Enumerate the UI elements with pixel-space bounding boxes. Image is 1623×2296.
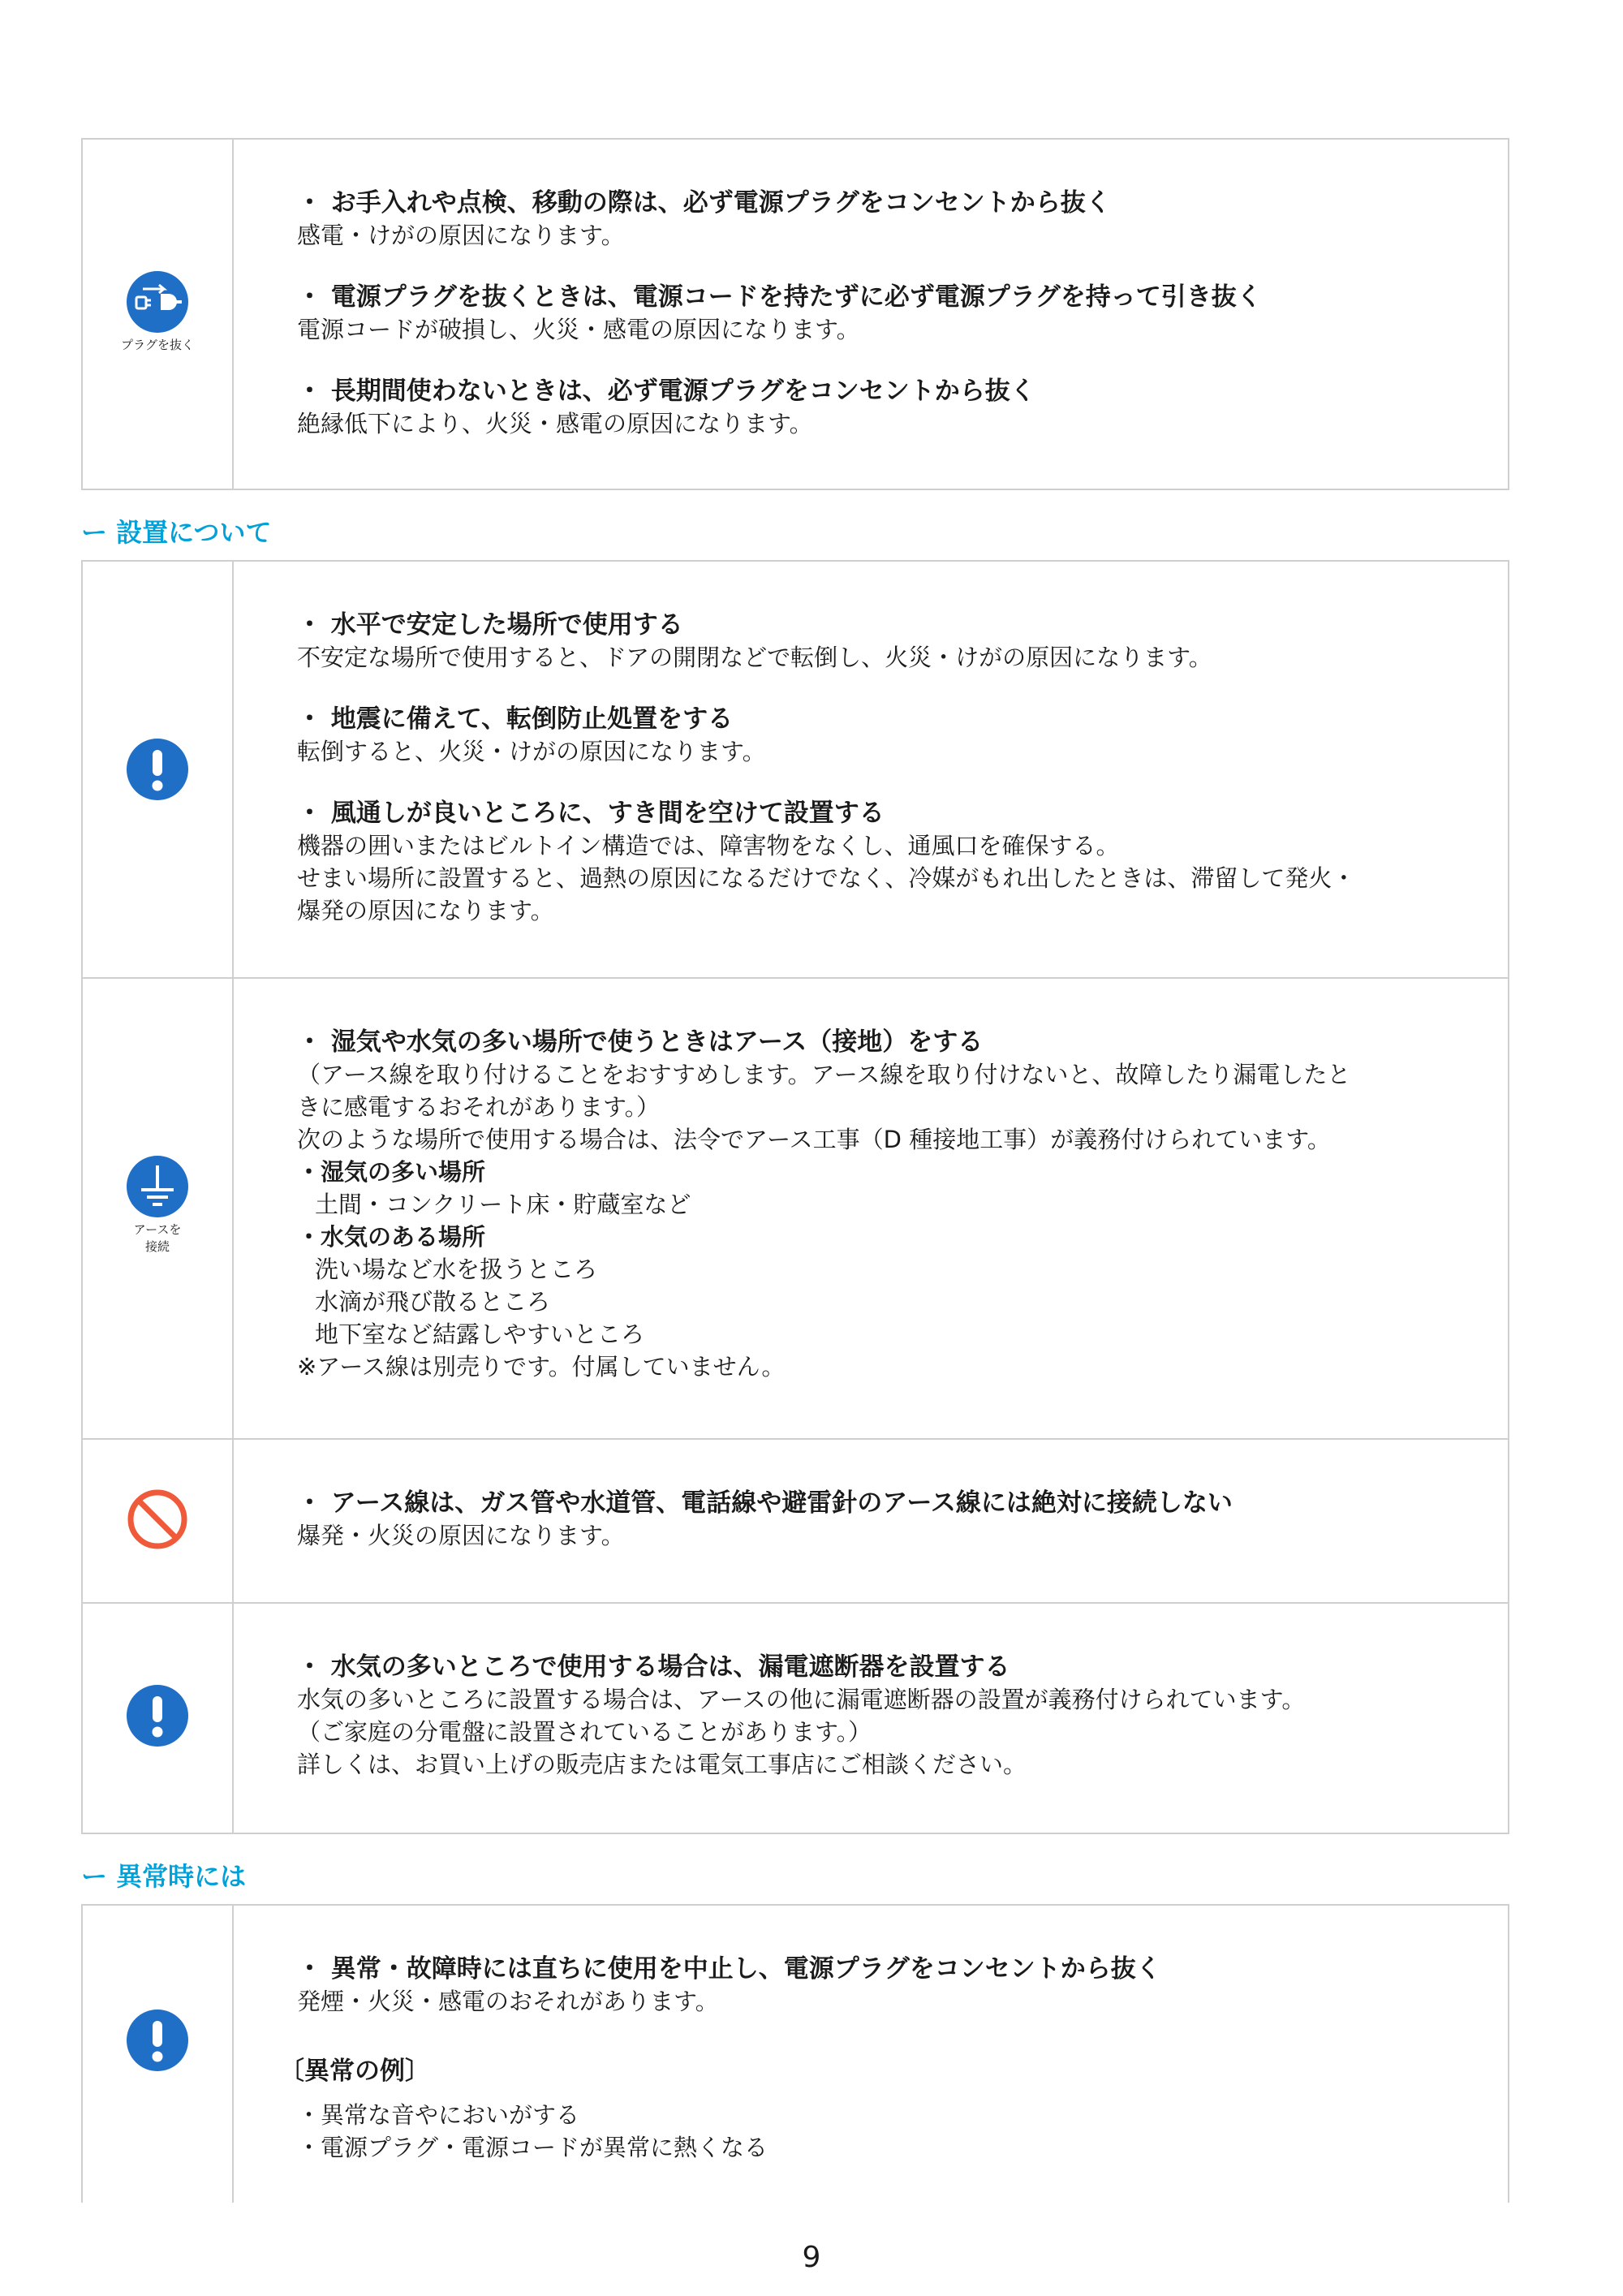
item-body: 次のような場所で使用する場合は、法令でアース工事（D 種接地工事）が義務付けられています。	[297, 1126, 1331, 1153]
item-note: ※アース線は別売りです。付属していません。	[297, 1353, 786, 1381]
item-body: 発煙・火災・感電のおそれがあります。	[297, 1988, 719, 2015]
ground-icon-caption-2: 接続	[144, 1239, 170, 1254]
mandatory-icon	[125, 2008, 190, 2073]
item-body: きに感電するおそれがあります。）	[297, 1093, 661, 1121]
item-body: 土間・コンクリート床・貯蔵室など	[315, 1191, 691, 1218]
item-body: （ご家庭の分電盤に設置されていることがあります。）	[297, 1718, 872, 1746]
item-body: 感電・けがの原因になります。	[297, 222, 625, 249]
item-body: 転倒すると、火災・けがの原因になります。	[297, 738, 766, 765]
item-body: 水気の多いところに設置する場合は、アースの他に漏電遮断器の設置が義務付けられています。	[297, 1686, 1306, 1713]
icon-column	[83, 140, 234, 489]
example-list	[279, 2055, 1483, 2164]
unplug-icon-caption: プラグを抜く	[120, 338, 194, 352]
item-body: 絶縁低下により、火災・感電の原因になります。	[297, 410, 813, 437]
item-heading: ・ 湿気や水気の多い場所で使うときはアース（接地）をする	[297, 1027, 984, 1057]
mandatory-icon	[125, 1683, 190, 1748]
unplug-icon	[125, 269, 190, 334]
list-item	[279, 703, 1483, 768]
unplug-icon-group	[83, 269, 232, 354]
page-number: 9	[802, 2241, 821, 2274]
list-item	[279, 281, 1483, 346]
ground-icon	[125, 1154, 190, 1219]
example-item: ・電源プラグ・電源コードが異常に熱くなる	[297, 2134, 768, 2161]
item-body: （アース線を取り付けることをおすすめします。アース線を取り付けないと、故障したり漏電したと	[297, 1061, 1351, 1088]
list-item	[279, 1487, 1483, 1552]
item-body: せまい場所に設置すると、過熱の原因になるだけでなく、冷媒がもれ出したときは、滞留して発火・	[297, 864, 1356, 892]
item-heading: ・ アース線は、ガス管や水道管、電話線や避雷針のアース線には絶対に接続しない	[297, 1488, 1233, 1518]
installation-row-ground-prohibit	[83, 1438, 1508, 1604]
item-body: 洗い場など水を扱うところ	[315, 1256, 598, 1283]
list-item	[279, 609, 1483, 674]
example-item: ・異常な音やにおいがする	[297, 2101, 580, 2129]
list-item	[279, 1953, 1483, 2018]
item-body: 機器の囲いまたはビルトイン構造では、障害物をなくし、通風口を確保する。	[297, 832, 1120, 859]
icon-column	[83, 1440, 234, 1604]
list-item	[279, 1026, 1483, 1383]
icon-column	[83, 979, 234, 1440]
installation-row-breaker	[83, 1602, 1508, 1834]
installation-row-grounding	[83, 977, 1508, 1440]
icon-column	[83, 1906, 234, 2203]
list-item	[279, 797, 1483, 927]
unplug-warning-box	[81, 138, 1509, 490]
example-title: 〔異常の例〕	[279, 2057, 430, 2086]
item-body: 地下室など結露しやすいところ	[315, 1320, 645, 1348]
item-heading: ・ 水平で安定した場所で使用する	[297, 610, 683, 640]
item-body: 不安定な場所で使用すると、ドアの開閉などで転倒し、火災・けがの原因になります。	[297, 644, 1212, 671]
item-heading: ・ 長期間使わないときは、必ず電源プラグをコンセントから抜く	[297, 377, 1035, 406]
item-subheading: ・湿気の多い場所	[297, 1158, 486, 1186]
icon-column	[83, 562, 234, 977]
item-body: 電源コードが破損し、火災・感電の原因になります。	[297, 316, 860, 343]
installation-box	[81, 560, 1509, 1834]
item-body: 爆発・火災の原因になります。	[297, 1522, 625, 1549]
item-heading: ・ 電源プラグを抜くときは、電源コードを持たずに必ず電源プラグを持って引き抜く	[297, 282, 1262, 312]
prohibition-icon	[125, 1487, 190, 1552]
item-body: 詳しくは、お買い上げの販売店または電気工事店にご相談ください。	[297, 1751, 1027, 1778]
item-body: 水滴が飛び散るところ	[315, 1288, 551, 1316]
installation-row-stability	[83, 562, 1508, 977]
ground-icon-caption-1: アースを	[133, 1222, 182, 1237]
section-title-installation: ー 設置について	[81, 517, 272, 548]
mandatory-icon	[125, 737, 190, 802]
item-body: 爆発の原因になります。	[297, 897, 554, 924]
section-title-abnormal: ー 異常時には	[81, 1861, 247, 1892]
list-item	[279, 187, 1483, 252]
item-heading: ・ 地震に備えて、転倒防止処置をする	[297, 704, 734, 734]
item-heading: ・ 水気の多いところで使用する場合は、漏電遮断器を設置する	[297, 1652, 1010, 1682]
list-item	[279, 1651, 1483, 1781]
item-heading: ・ 風通しが良いところに、すき間を空けて設置する	[297, 799, 885, 828]
abnormal-box	[81, 1904, 1509, 2203]
icon-column	[83, 1604, 234, 1834]
item-heading: ・ 異常・故障時には直ちに使用を中止し、電源プラグをコンセントから抜く	[297, 1954, 1161, 1984]
list-item	[279, 375, 1483, 440]
item-subheading: ・水気のある場所	[297, 1223, 486, 1251]
item-heading: ・ お手入れや点検、移動の際は、必ず電源プラグをコンセントから抜く	[297, 188, 1111, 218]
